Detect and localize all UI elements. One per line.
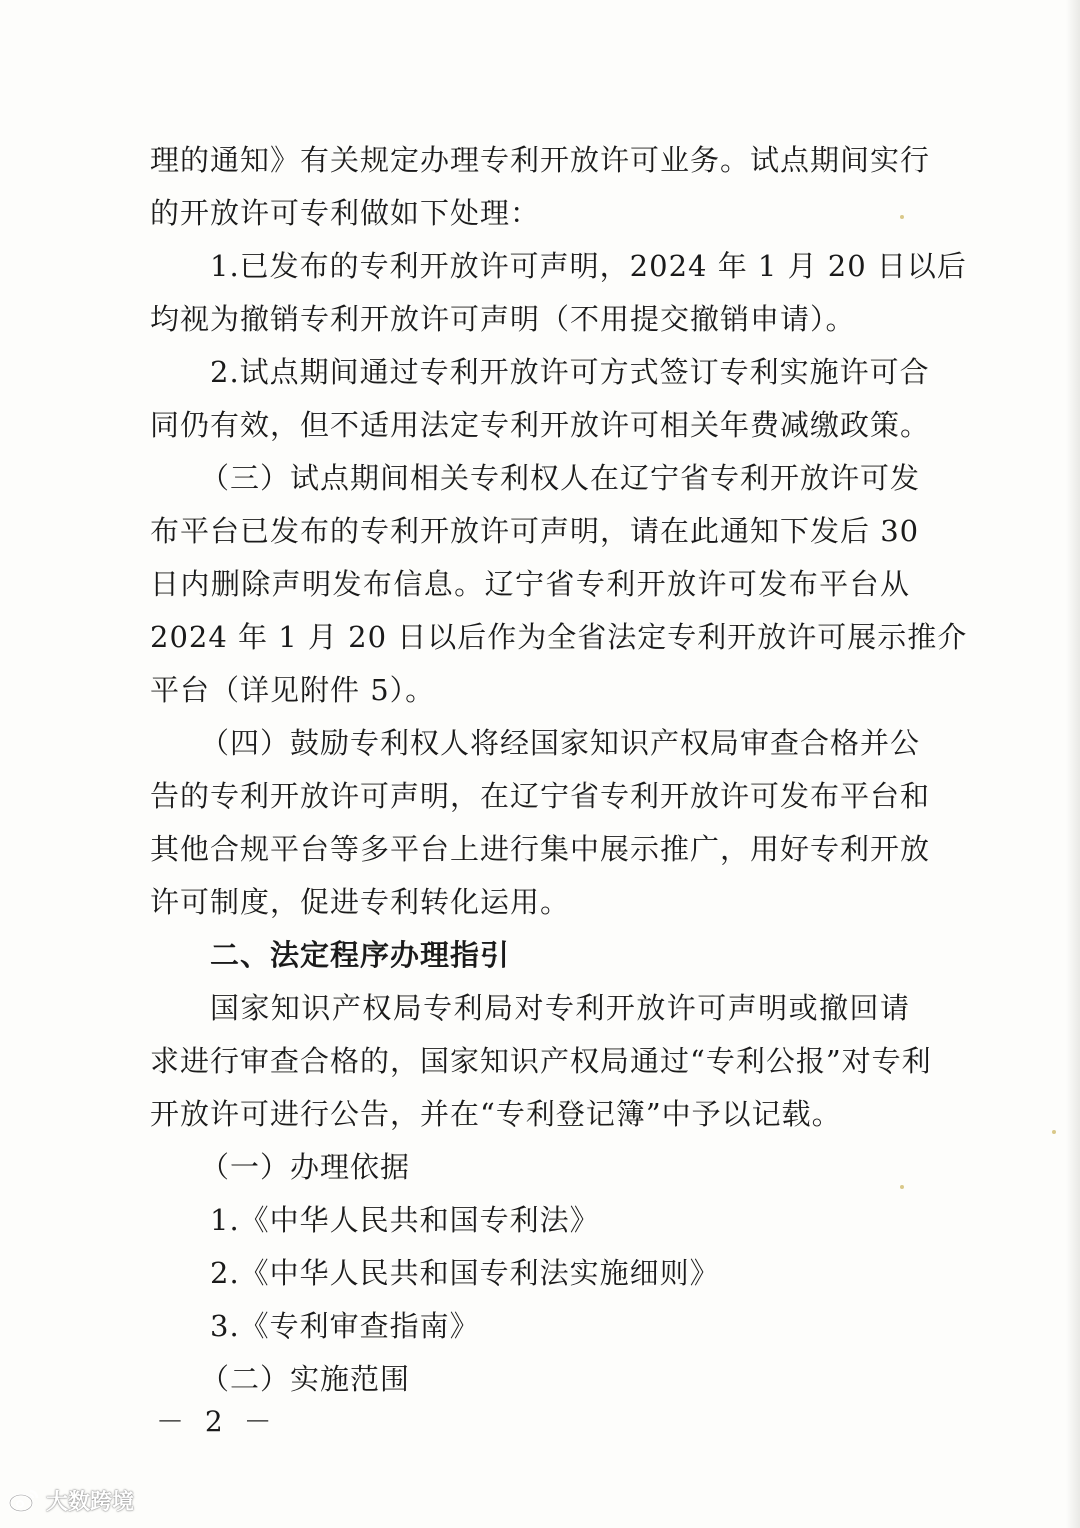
watermark-text: 大数跨境 [46, 1489, 135, 1515]
page-edge-shadow [1066, 0, 1080, 1528]
body-text-line: 布平台已发布的专利开放许可声明，请在此通知下发后 30 [150, 514, 920, 548]
reference-item: 1.《中华人民共和国专利法》 [210, 1203, 600, 1237]
body-text-line: 求进行审查合格的，国家知识产权局通过“专利公报”对专利 [150, 1044, 932, 1078]
body-text-line: 同仍有效，但不适用法定专利开放许可相关年费减缴政策。 [150, 408, 931, 442]
body-text-line: 告的专利开放许可声明，在辽宁省专利开放许可发布平台和 [150, 779, 931, 813]
subsection-heading: （一）办理依据 [200, 1150, 411, 1184]
paragraph-three-start: （三）试点期间相关专利权人在辽宁省专利开放许可发 [200, 461, 921, 495]
body-text-line: 日内删除声明发布信息。辽宁省专利开放许可发布平台从 [150, 567, 910, 601]
body-text-line: 理的通知》有关规定办理专利开放许可业务。试点期间实行 [150, 143, 931, 177]
body-text-line: 均视为撤销专利开放许可声明（不用提交撤销申请）。 [150, 302, 856, 336]
body-text-line: 许可制度，促进专利转化运用。 [150, 885, 571, 919]
body-text-line: 2024 年 1 月 20 日以后作为全省法定专利开放许可展示推介 [150, 620, 968, 654]
watermark [8, 1482, 134, 1518]
reference-item: 2.《中华人民共和国专利法实施细则》 [210, 1256, 720, 1290]
reference-item: 3.《专利审查指南》 [210, 1309, 480, 1343]
scan-speck [1052, 1130, 1056, 1134]
body-text-line: 的开放许可专利做如下处理： [150, 196, 541, 230]
weibo-logo-icon [8, 1487, 40, 1513]
paragraph-four-start: （四）鼓励专利权人将经国家知识产权局审查合格并公 [200, 726, 921, 760]
body-text-line: 开放许可进行公告，并在“专利登记簿”中予以记载。 [150, 1097, 842, 1131]
list-item-2: 2.试点期间通过专利开放许可方式签订专利实施许可合 [210, 355, 930, 389]
scan-speck [900, 1185, 904, 1189]
section-heading: 二、法定程序办理指引 [210, 938, 511, 972]
subsection-heading: （二）实施范围 [200, 1362, 411, 1396]
body-text-line: 其他合规平台等多平台上进行集中展示推广，用好专利开放 [150, 832, 931, 866]
body-text-line: 国家知识产权局专利局对专利开放许可声明或撤回请 [210, 991, 910, 1025]
scan-speck [900, 215, 904, 219]
page-number: － 2 － [156, 1405, 278, 1438]
body-text-line: 平台（详见附件 5）。 [150, 673, 436, 707]
list-item-1: 1.已发布的专利开放许可声明，2024 年 1 月 20 日以后 [210, 249, 967, 283]
